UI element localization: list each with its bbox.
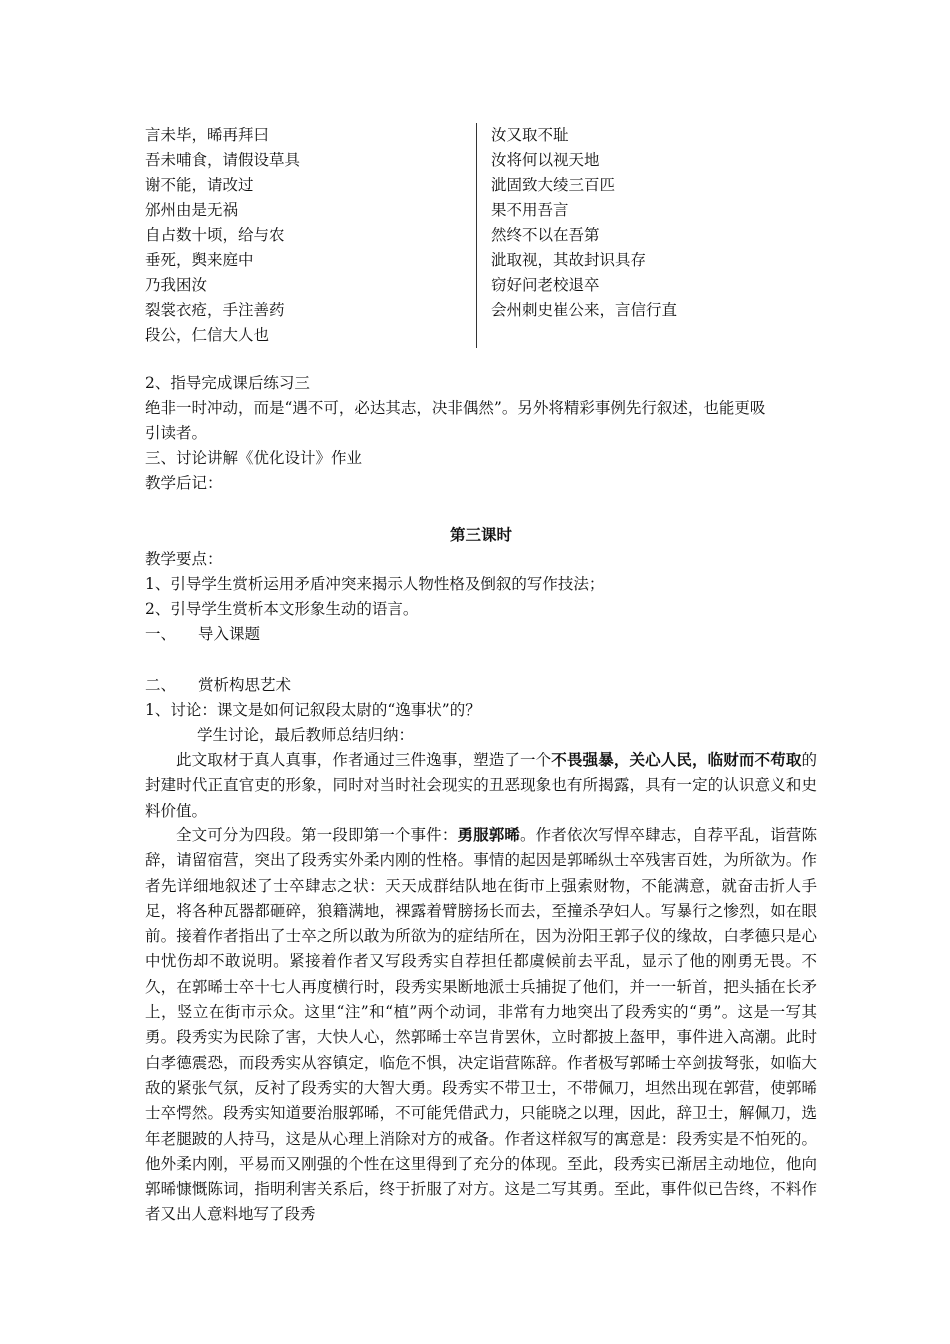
paragraph-1-bold: 不畏强暴，关心人民，临财而不苟取 <box>551 751 802 769</box>
paragraph-1-text-a: 此文取材于真人真事，作者通过三件逸事，塑造了一个 <box>176 751 552 769</box>
right-column-line: 汝将何以视天地 <box>491 151 600 169</box>
right-column <box>491 123 811 323</box>
step-1-number: 一、 <box>145 625 177 643</box>
right-column-line: 会州刺史崔公来，言信行直 <box>491 301 678 319</box>
paragraph-2-text-b: 。作者依次写悍卒肆志，自荐平乱，诣营陈辞，请留宿营，突出了段秀实外柔内刚的性格。事情的起因是郭晞纵士卒残害百姓，为所欲为。作者先详细地叙述了士卒肆志之状：天天成群结队地在街市上强索财物，不能满意，就奋击折人手足，将各种瓦器都砸碎，狼籍满地，裸露着臂膀扬长而去，至撞杀孕妇人。写暴行之惨烈，如在眼前。接着作者指出了士卒之所以敢为所欲为的症结所在，因为汾阳王郭子仪的缘故，白孝德只是心中忧伤却不敢说明。紧接着作者又写段秀实自荐担任都虞候前去平乱，显示了他的刚勇无畏。不久，在郭晞士卒十七人再度横行时，段秀实果断地派士兵捕捉了他们，并一一斩首，把头插在长矛上，竖立在街市示众。这里“注”和“植”两个动词，非常有力地突出了段秀实的“勇”。这是一写其勇。段秀实为民除了害，大快人心，然郭晞士卒岂肯罢休，立时都披上盔甲，事件进入高潮。此时白孝德震恐，而段秀实从容镇定，临危不惧，决定诣营陈辞。作者极写郭晞士卒剑拔弩张，如临大敌的紧张气氛，反衬了段秀实的大智大勇。段秀实不带卫士，不带佩刀，坦然出现在郭营，使郭晞士卒愕然。段秀实知道要治服郭晞，不可能凭借武力，只能晓之以理，因此，辞卫士，解佩刀，选年老腿跛的人持马，这是从心理上消除对方的戒备。作者这样叙写的寓意是：段秀实是不怕死的。他外柔内刚，平易而又刚强的个性在这里得到了充分的体现。至此，段秀实已渐居主动地位，他向郭晞慷慨陈词，指明利害关系后，终于折服了对方。这是二写其勇。至此，事件似已告终，不料作者又出人意料地写了段秀 <box>145 826 817 1224</box>
discussion-note: 学生讨论，最后教师总结归纳： <box>197 726 415 744</box>
right-column-line: 然终不以在吾第 <box>491 226 600 244</box>
after-table-block <box>145 371 817 496</box>
key-points-heading: 教学要点： <box>145 550 223 568</box>
step-2 <box>145 673 817 698</box>
right-column-line: 汝又取不耻 <box>491 126 569 144</box>
left-column-line: 裂裳衣疮，手注善药 <box>145 301 285 319</box>
left-column-line: 段公，仁信大人也 <box>145 326 270 344</box>
right-column-line: 泚固致大绫三百匹 <box>491 176 616 194</box>
paragraph-2-text-a: 全文可分为四段。第一段即第一个事件： <box>176 826 458 844</box>
left-column-line: 吾未哺食，请假设草具 <box>145 151 301 169</box>
left-column-line: 言未毕，晞再拜曰 <box>145 126 270 144</box>
right-column-line: 泚取视，其故封识具存 <box>491 251 647 269</box>
right-column-line: 果不用吾言 <box>491 201 569 219</box>
homework-line: 三、讨论讲解《优化设计》作业 <box>145 449 363 467</box>
column-divider <box>476 123 477 348</box>
key-points-block <box>145 547 817 647</box>
right-column-line: 窃好问老校退卒 <box>491 276 600 294</box>
exercise-line: 2、指导完成课后练习三 <box>145 374 310 392</box>
paragraph-1 <box>145 748 817 824</box>
left-column-line: 谢不能，请改过 <box>145 176 254 194</box>
discussion-question: 1、讨论：课文是如何记叙段太尉的“逸事状”的？ <box>145 701 481 719</box>
paragraph-1-text-b: 的封建时代正直官吏的形象，同时对当时社会现实的丑恶现象也有所揭露，具有一定的认识意义和史料价值。 <box>145 751 817 820</box>
step-1 <box>145 622 817 647</box>
section-title: 第三课时 <box>449 526 512 544</box>
analysis-block <box>145 673 817 748</box>
key-point-2: 2、引导学生赏析本文形象生动的语言。 <box>145 600 419 618</box>
explanation-line-2: 引读者。 <box>145 424 208 442</box>
two-column-table <box>145 123 817 348</box>
step-1-text: 导入课题 <box>198 625 261 643</box>
step-2-number: 二、 <box>145 676 177 694</box>
paragraph-2 <box>145 823 817 1228</box>
left-column-line: 自占数十顷，给与农 <box>145 226 285 244</box>
left-column-line: 乃我困汝 <box>145 276 208 294</box>
afterword-label: 教学后记： <box>145 474 223 492</box>
left-column <box>145 123 465 348</box>
explanation-line-1: 绝非一时冲动，而是“遇不可，必达其志，决非偶然”。另外将精彩事例先行叙述，也能更吸 <box>145 399 766 417</box>
key-point-1: 1、引导学生赏析运用矛盾冲突来揭示人物性格及倒叙的写作技法； <box>145 575 605 593</box>
step-2-text: 赏析构思艺术 <box>198 676 292 694</box>
paragraph-2-bold: 勇服郭晞 <box>457 826 521 844</box>
left-column-line: 邠州由是无祸 <box>145 201 239 219</box>
left-column-line: 垂死，舆来庭中 <box>145 251 254 269</box>
